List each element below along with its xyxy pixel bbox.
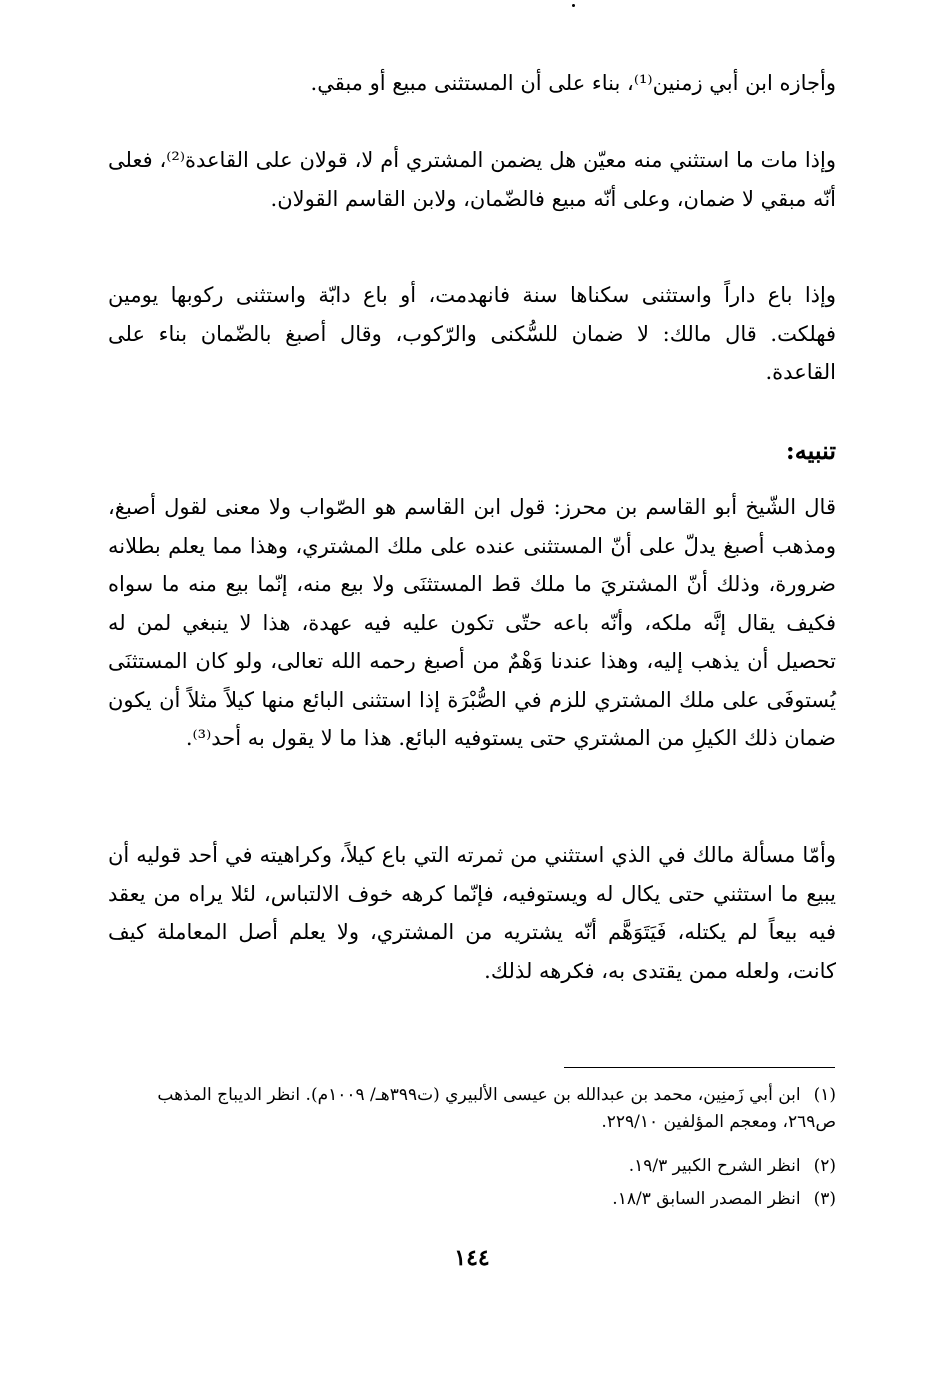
page-number: ١٤٤ bbox=[454, 1245, 490, 1271]
paragraph-4: قال الشّيخ أبو القاسم بن محرز: قول ابن القاسم هو الصّواب ولا معنى لقول أصبغ، ومذهب أصبغ يدلّ على أنّ المستثنى عنده على ملك المشتري، وهذا مما يعلم بطلانه ضرورة، وذلك أنّ المشتريَ ما ملك قط المستثنَى ولا بيع منه، إنّما بيع منه ما سواه فكيف يقال إنَّه ملكه، وأنّه باعه حتّى تكون عليه فيه عهدة، هذا لا ينبغي لمن له تحصيل أن يذهب إليه، وهذا عندنا وَهْمٌ من أصبغ رحمه الله تعالى، ولو كان المستثنَى يُستوفَى على ملك المشتري للزم في الصُّبْرَة إذا استثنى البائع منها كيلاً مثلاً أن يكون ضمان ذلك الكيلِ من المشتري حتى يستوفيه البائع. هذا ما لا يقول به أحد⁽³⁾. bbox=[108, 495, 836, 750]
footnote-number: (١) bbox=[813, 1085, 836, 1105]
paragraph-1: وأجازه ابن أبي زمنين⁽¹⁾، بناء على أن المستثنى مبيع أو مبقي. bbox=[310, 71, 836, 95]
section-heading: تنبيه: bbox=[785, 436, 836, 465]
footnote-number: (٢) bbox=[813, 1156, 836, 1176]
paragraph-5: وأمّا مسألة مالك في الذي استثني من ثمرته التي باع كيلاً، وكراهيته في أحد قوليه أن يبيع ما استثني حتى يكال له ويستوفيه، فإنّما كرهه خوف الالتباس، لئلا يراه من يعقد فيه بيعاً لم يكتله، فَيَتَوَهَّم أنّه يشتريه من المشتري، ولا يعلم أصل المعاملة كيف كانت، ولعله ممن يقتدى به، فكرهه لذلك. bbox=[108, 843, 836, 983]
footnote-separator bbox=[564, 1067, 835, 1068]
footnote-2 bbox=[108, 1153, 836, 1180]
footnote-1 bbox=[108, 1082, 836, 1136]
footnote-text: انظر المصدر السابق ١٨/٣. bbox=[612, 1189, 801, 1209]
footnote-number: (٣) bbox=[813, 1189, 836, 1209]
paragraph-3: وإذا باع داراً واستثنى سكناها سنة فانهدمت، أو باع دابّة واستثنى ركوبها يومين فهلكت. قال مالك: لا ضمان للسُّكنى والرّكوب، وقال أصبغ بالضّمان بناء على القاعدة. bbox=[108, 283, 836, 384]
scan-speck bbox=[572, 4, 575, 7]
footnote-3 bbox=[108, 1186, 836, 1213]
footnote-text: ابن أبي زَمنِين، محمد بن عبدالله بن عيسى الألبيري (ت٣٩٩هـ/ ١٠٠٩م). انظر الديباج المذهب ص٢٦٩، ومعجم المؤلفين ٢٢٩/١٠. bbox=[157, 1085, 836, 1132]
paragraph-2: وإذا مات ما استثني منه معيّن هل يضمن المشتري أم لا، قولان على القاعدة⁽²⁾، فعلى أنّه مبقي لا ضمان، وعلى أنّه مبيع فالضّمان، ولابن القاسم القولان. bbox=[108, 148, 836, 211]
footnote-text: انظر الشرح الكبير ١٩/٣. bbox=[628, 1156, 801, 1176]
